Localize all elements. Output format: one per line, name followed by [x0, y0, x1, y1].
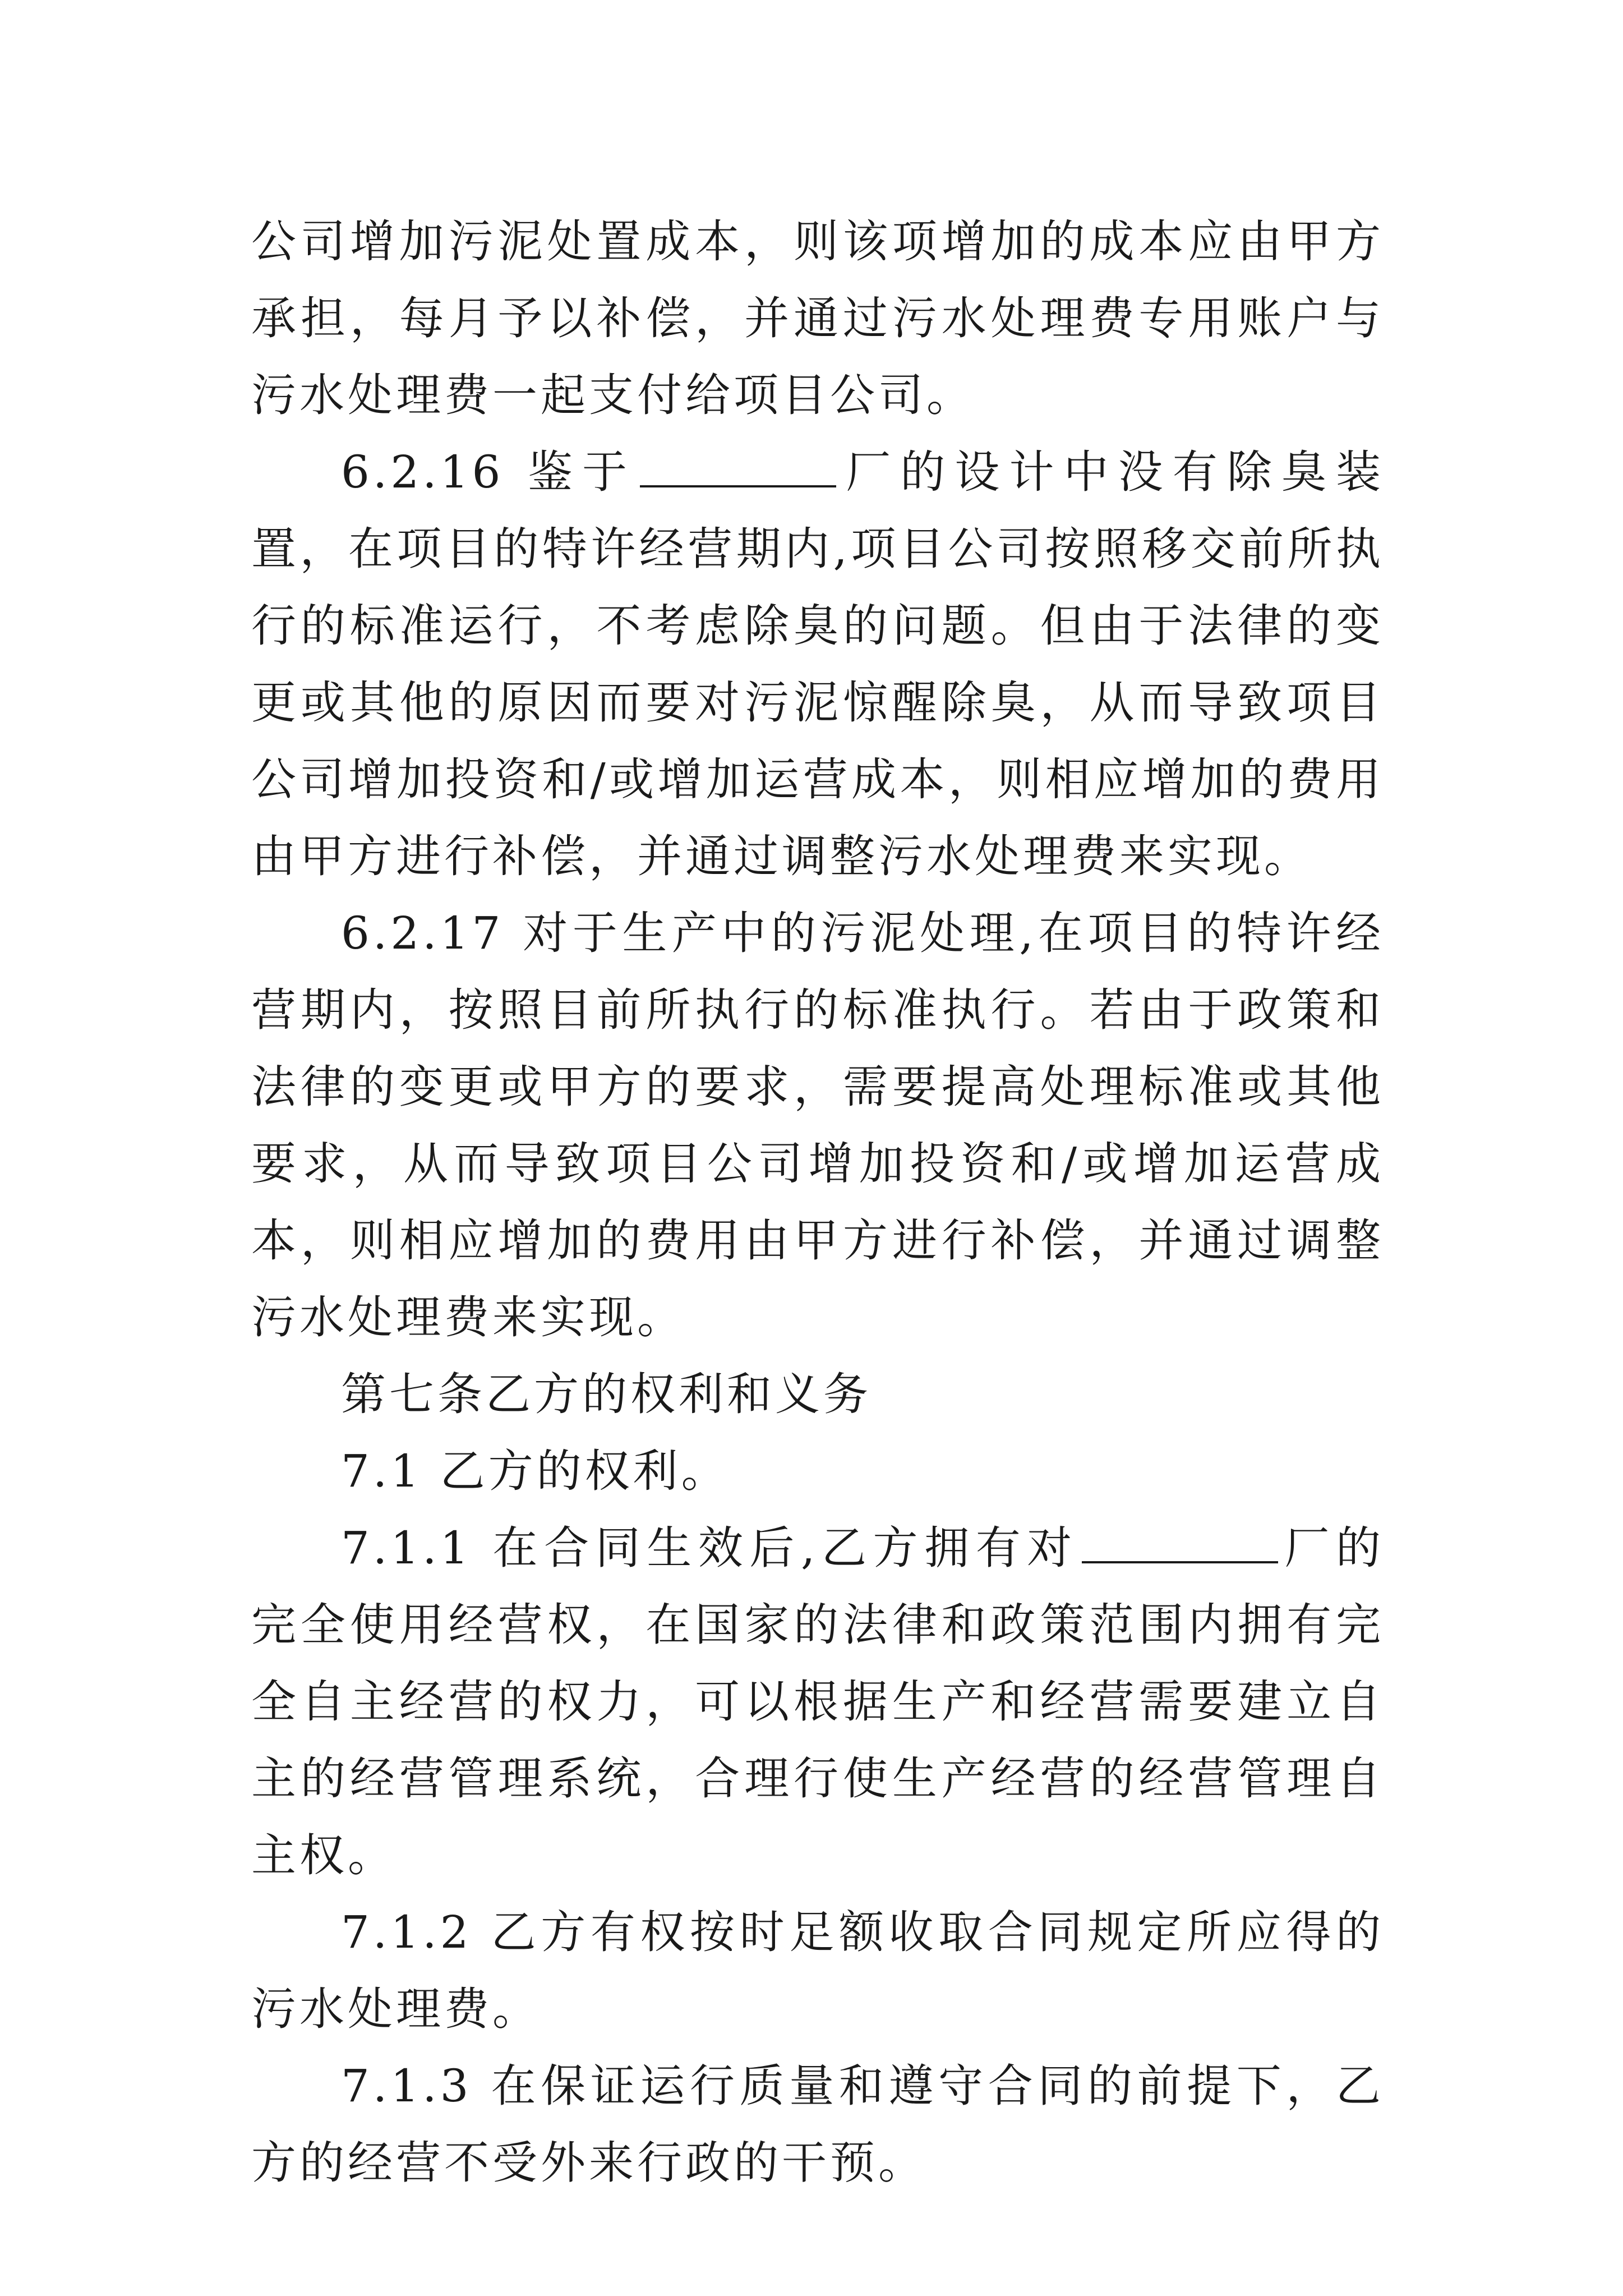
paragraph-6-2-17: 6.2.17 对于生产中的污泥处理,在项目的特许经营期内，按照目前所执行的标准执行。若由于政策和法律的变更或甲方的要求，需要提高处理标准或其他要求，从而导致项目公司增加投资和/或增加运营成本，则相应增加的费用由甲方进行补偿，并通过调整污水处理费来实现。 — [251, 907, 1384, 1343]
paragraph-7-1-1-text: 厂的完全使用经营权，在国家的法律和政策范围内拥有完全自主经营的权力，可以根据生产和经营需要建立自主的经营管理系统，合理行使生产经营的经营管理自主权。 — [251, 1522, 1385, 1881]
section-heading-article-7: 第七条乙方的权利和义务 — [341, 1368, 872, 1420]
paragraph-sludge-cost: 公司增加污泥处置成本，则该项增加的成本应由甲方承担，每月予以补偿，并通过污水处理费专用账户与污水处理费一起支付给项目公司。 — [251, 215, 1384, 421]
fill-in-blank-plant-name — [1082, 1525, 1278, 1563]
paragraph-7-1-1 — [251, 1510, 1384, 1894]
fill-in-blank-plant-name — [640, 449, 836, 487]
paragraph-7-1-1-lead: 7.1.1 在合同生效后,乙方拥有对 — [341, 1522, 1078, 1574]
paragraph-7-1-3: 7.1.3 在保证运行质量和遵守合同的前提下，乙方的经营不受外来行政的干预。 — [251, 2060, 1384, 2189]
clause-7-1-heading: 7.1 乙方的权利。 — [341, 1445, 730, 1497]
document-body — [251, 203, 1384, 2201]
paragraph-7-1-2: 7.1.2 乙方有权按时足额收取合同规定所应得的污水处理费。 — [251, 1906, 1384, 2035]
paragraph-6-2-16 — [251, 434, 1384, 895]
paragraph-6-2-16-lead: 6.2.16 鉴于 — [341, 446, 637, 498]
paragraph-6-2-16-text: 厂的设计中没有除臭装置，在项目的特许经营期内,项目公司按照移交前所执行的标准运行，不考虑除臭的问题。但由于法律的变更或其他的原因而要对污泥惊醒除臭，从而导致项目公司增加投资和/或增加运营成本，则相应增加的费用由甲方进行补偿，并通过调整污水处理费来实现。 — [251, 446, 1384, 882]
